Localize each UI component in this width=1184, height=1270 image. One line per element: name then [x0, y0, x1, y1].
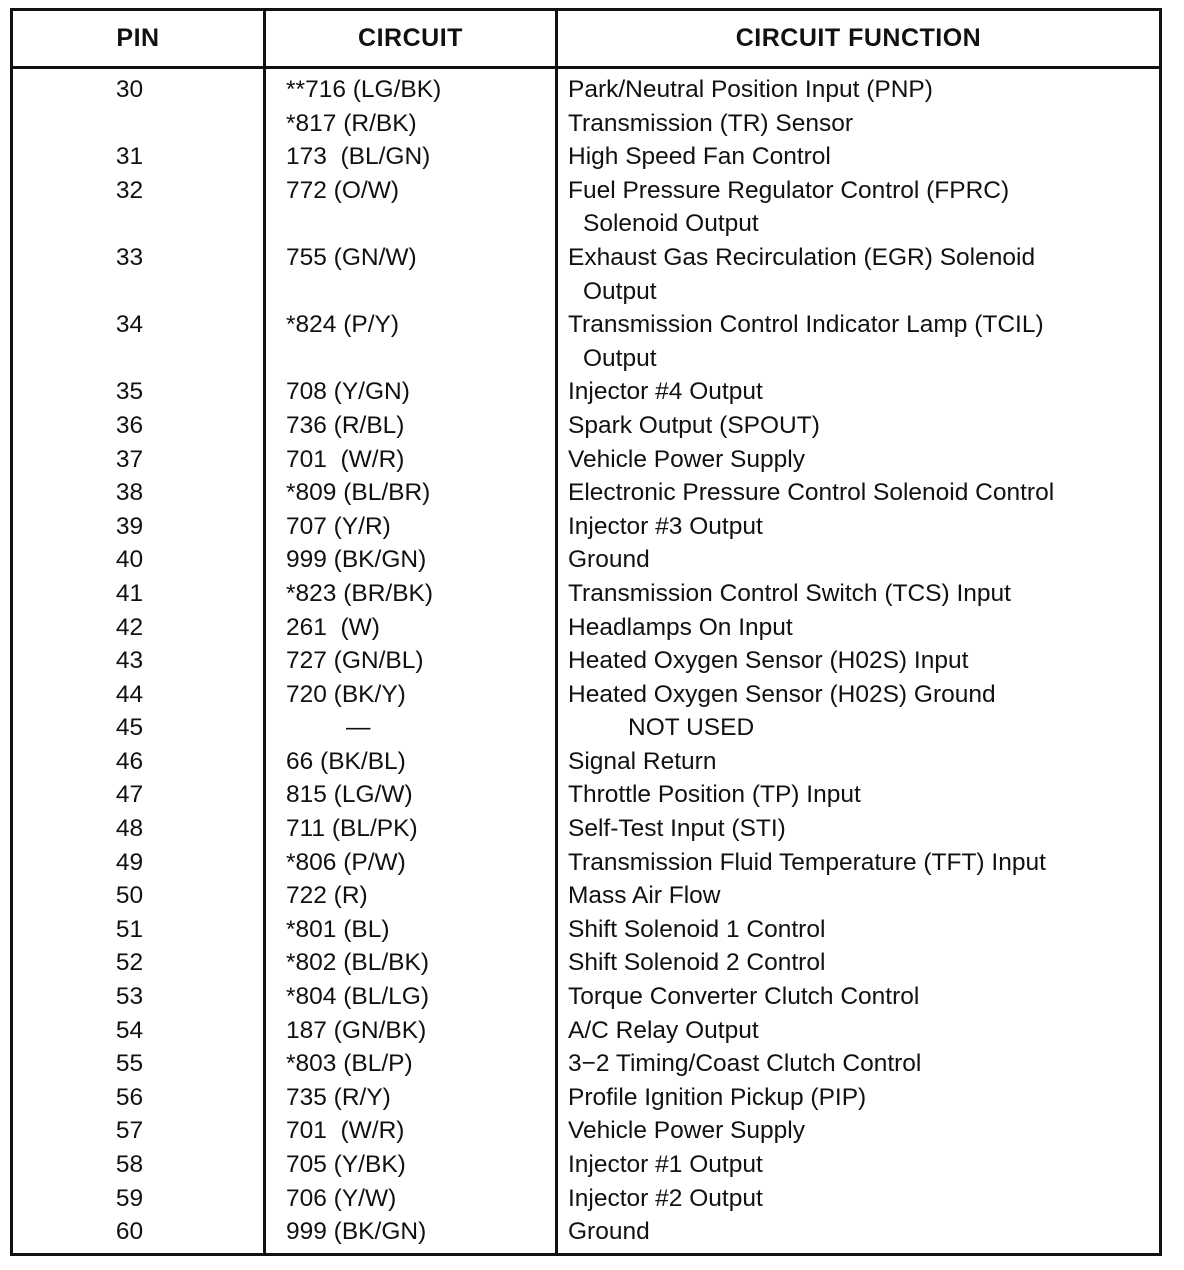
- function-text: Transmission Control Switch (TCS) Input: [568, 579, 1011, 607]
- circuit-cell: 999 (BK/GN): [286, 1218, 427, 1246]
- function-cell: [548, 1215, 650, 1249]
- pin-cell: 48: [115, 815, 144, 843]
- function-text: Heated Oxygen Sensor (H02S) Ground: [568, 680, 996, 708]
- function-text: Mass Air Flow: [568, 882, 721, 910]
- function-cell: [548, 1148, 763, 1182]
- circuit-cell: 261 (W): [286, 613, 380, 641]
- pin-table: [10, 8, 1162, 1256]
- table-row: [13, 711, 1159, 745]
- table-row: [13, 577, 1159, 611]
- circuit-cell: *824 (P/Y): [286, 311, 400, 339]
- function-text: Solenoid Output: [583, 210, 759, 238]
- table-row: [13, 476, 1159, 510]
- circuit-cell: —: [346, 714, 371, 742]
- function-cell: [608, 711, 754, 745]
- table-row: [13, 1215, 1159, 1249]
- pin-cell: 44: [115, 680, 144, 708]
- table-row: [13, 1114, 1159, 1148]
- pin-cell: 59: [115, 1184, 144, 1212]
- function-text: Output: [583, 277, 657, 305]
- function-cell: [548, 510, 763, 544]
- table-row: [13, 1182, 1159, 1216]
- table-row: [13, 611, 1159, 645]
- function-cell: [548, 73, 933, 107]
- circuit-cell: 705 (Y/BK): [286, 1151, 406, 1178]
- function-cell: [548, 778, 861, 812]
- pin-cell: 35: [115, 378, 144, 406]
- circuit-cell: 173 (BL/GN): [286, 143, 431, 171]
- pin-cell: 36: [115, 411, 144, 439]
- function-cell: [548, 375, 763, 409]
- pin-cell: 60: [115, 1218, 144, 1246]
- circuit-cell: 755 (GN/W): [286, 243, 417, 271]
- function-cell: [548, 913, 825, 947]
- function-text: Torque Converter Clutch Control: [568, 983, 920, 1011]
- pin-cell: 30: [115, 76, 144, 103]
- function-text: Park/Neutral Position Input (PNP): [568, 76, 933, 103]
- header-pin: PIN: [116, 24, 160, 52]
- table-row: [13, 308, 1159, 375]
- function-cell: [548, 476, 1054, 510]
- circuit-cell: 711 (BL/PK): [286, 815, 418, 843]
- circuit-cell: 999 (BK/GN): [286, 546, 427, 574]
- table-row: [13, 846, 1159, 880]
- circuit-cell: 772 (O/W): [286, 176, 399, 204]
- table-row: [13, 1081, 1159, 1115]
- function-text: Ground: [568, 546, 650, 574]
- pin-cell: 45: [115, 714, 144, 742]
- function-cell: [548, 678, 996, 712]
- circuit-cell: 722 (R): [286, 882, 368, 910]
- circuit-cell: *817 (R/BK): [286, 109, 417, 137]
- function-cell: [548, 611, 793, 645]
- function-text: Profile Ignition Pickup (PIP): [568, 1083, 867, 1111]
- pin-cell: 57: [115, 1117, 144, 1145]
- function-cell: [548, 543, 650, 577]
- table-row: [13, 745, 1159, 779]
- table-row: [13, 73, 1159, 107]
- table-row: [13, 678, 1159, 712]
- table-row: [13, 140, 1159, 174]
- function-cell: [548, 946, 825, 980]
- circuit-cell: 66 (BK/BL): [286, 747, 406, 775]
- function-cell: [548, 1047, 921, 1081]
- pin-cell: 40: [115, 546, 144, 574]
- table-row: [13, 241, 1159, 308]
- function-cell: [548, 644, 968, 678]
- function-cell: [548, 812, 786, 846]
- circuit-cell: 701 (W/R): [286, 445, 405, 473]
- table-row: [13, 980, 1159, 1014]
- pin-cell: [13, 107, 246, 141]
- function-text: Fuel Pressure Regulator Control (FPRC): [568, 176, 1010, 204]
- circuit-cell: 815 (LG/W): [286, 781, 413, 809]
- circuit-cell: 187 (GN/BK): [286, 1016, 427, 1044]
- function-text: Electronic Pressure Control Solenoid Control: [568, 479, 1055, 507]
- function-cell: [548, 980, 919, 1014]
- function-cell: [548, 409, 820, 443]
- circuit-cell: 707 (Y/R): [286, 512, 391, 540]
- function-text: Transmission Control Indicator Lamp (TCIL): [568, 311, 1044, 339]
- pin-cell: 49: [115, 848, 144, 876]
- table-row: [13, 946, 1159, 980]
- pin-cell: 37: [115, 445, 144, 473]
- circuit-cell: *801 (BL): [286, 915, 390, 943]
- function-text: Self-Test Input (STI): [568, 815, 786, 843]
- pin-cell: 33: [115, 243, 144, 271]
- function-cell: [548, 174, 1009, 241]
- circuit-cell: **716 (LG/BK): [286, 76, 442, 103]
- header-circuit: CIRCUIT: [358, 24, 463, 52]
- function-cell: [548, 443, 805, 477]
- pin-cell: 56: [115, 1083, 144, 1111]
- circuit-cell: 736 (R/BL): [286, 411, 405, 439]
- function-text: Injector #1 Output: [568, 1151, 763, 1178]
- function-text: Transmission Fluid Temperature (TFT) Input: [568, 848, 1046, 876]
- function-cell: [548, 846, 1046, 880]
- pin-cell: 55: [115, 1050, 144, 1078]
- function-cell: [548, 241, 1035, 308]
- function-cell: [548, 140, 831, 174]
- header-circuit-function: CIRCUIT FUNCTION: [735, 24, 982, 52]
- table-row: [13, 1014, 1159, 1048]
- circuit-cell: 727 (GN/BL): [286, 647, 424, 675]
- pin-cell: 51: [115, 915, 144, 943]
- circuit-cell: 706 (Y/W): [286, 1184, 397, 1212]
- table-row: [13, 174, 1159, 241]
- function-text: Exhaust Gas Recirculation (EGR) Solenoid: [568, 243, 1036, 271]
- function-text: 3−2 Timing/Coast Clutch Control: [568, 1050, 922, 1078]
- function-text: Ground: [568, 1218, 650, 1246]
- function-cell: [548, 308, 1044, 375]
- function-text: High Speed Fan Control: [568, 143, 831, 171]
- function-cell: [548, 1182, 763, 1216]
- function-text: NOT USED: [628, 714, 755, 742]
- table-row: [13, 913, 1159, 947]
- pin-cell: 42: [115, 613, 144, 641]
- table-row: [13, 510, 1159, 544]
- function-cell: [548, 745, 716, 779]
- function-text: A/C Relay Output: [568, 1016, 759, 1044]
- function-text: Headlamps On Input: [568, 613, 793, 641]
- pin-cell: 39: [115, 512, 144, 540]
- function-text: Throttle Position (TP) Input: [568, 781, 861, 809]
- function-cell: [548, 1014, 759, 1048]
- table-row: [13, 543, 1159, 577]
- table-row: [13, 443, 1159, 477]
- table-row: [13, 879, 1159, 913]
- function-text: Output: [583, 344, 657, 372]
- circuit-cell: *809 (BL/BR): [286, 479, 431, 507]
- circuit-cell: *804 (BL/LG): [286, 983, 429, 1011]
- table-row: [13, 107, 1159, 141]
- circuit-cell: *823 (BR/BK): [286, 579, 434, 607]
- circuit-cell: 708 (Y/GN): [286, 378, 410, 406]
- table-row: [13, 778, 1159, 812]
- function-text: Signal Return: [568, 747, 717, 775]
- function-text: Vehicle Power Supply: [568, 445, 805, 473]
- table-body: [13, 69, 1159, 1249]
- pin-cell: 41: [115, 579, 144, 607]
- function-cell: [548, 879, 720, 913]
- table-row: [13, 1047, 1159, 1081]
- function-text: Injector #4 Output: [568, 378, 763, 406]
- pin-cell: 53: [115, 983, 144, 1011]
- function-cell: [548, 107, 853, 141]
- function-cell: [548, 1114, 805, 1148]
- function-text: Heated Oxygen Sensor (H02S) Input: [568, 647, 969, 675]
- function-text: Shift Solenoid 1 Control: [568, 915, 826, 943]
- function-text: Vehicle Power Supply: [568, 1117, 805, 1145]
- circuit-cell: 720 (BK/Y): [286, 680, 406, 708]
- pin-cell: 50: [115, 882, 144, 910]
- function-cell: [548, 1081, 866, 1115]
- circuit-cell: *803 (BL/P): [286, 1050, 413, 1078]
- circuit-cell: *802 (BL/BK): [286, 949, 429, 977]
- pin-cell: 43: [115, 647, 144, 675]
- pin-cell: 32: [115, 176, 144, 204]
- function-text: Injector #3 Output: [568, 512, 763, 540]
- function-text: Injector #2 Output: [568, 1184, 763, 1212]
- table-row: [13, 409, 1159, 443]
- pin-cell: 46: [115, 747, 144, 775]
- table-row: [13, 644, 1159, 678]
- pin-cell: 54: [115, 1016, 144, 1044]
- pin-cell: 52: [115, 949, 144, 977]
- circuit-cell: *806 (P/W): [286, 848, 406, 876]
- pin-cell: 38: [115, 479, 144, 507]
- pin-cell: 47: [115, 781, 144, 809]
- circuit-cell: 701 (W/R): [286, 1117, 405, 1145]
- table-row: [13, 375, 1159, 409]
- function-text: Transmission (TR) Sensor: [568, 109, 853, 137]
- table-row: [13, 1148, 1159, 1182]
- pin-cell: 34: [115, 311, 144, 339]
- function-text: Shift Solenoid 2 Control: [568, 949, 826, 977]
- pin-cell: 31: [115, 143, 144, 171]
- table-row: [13, 812, 1159, 846]
- circuit-cell: 735 (R/Y): [286, 1083, 391, 1111]
- function-cell: [548, 577, 1011, 611]
- function-text: Spark Output (SPOUT): [568, 411, 820, 439]
- pin-cell: 58: [115, 1151, 144, 1178]
